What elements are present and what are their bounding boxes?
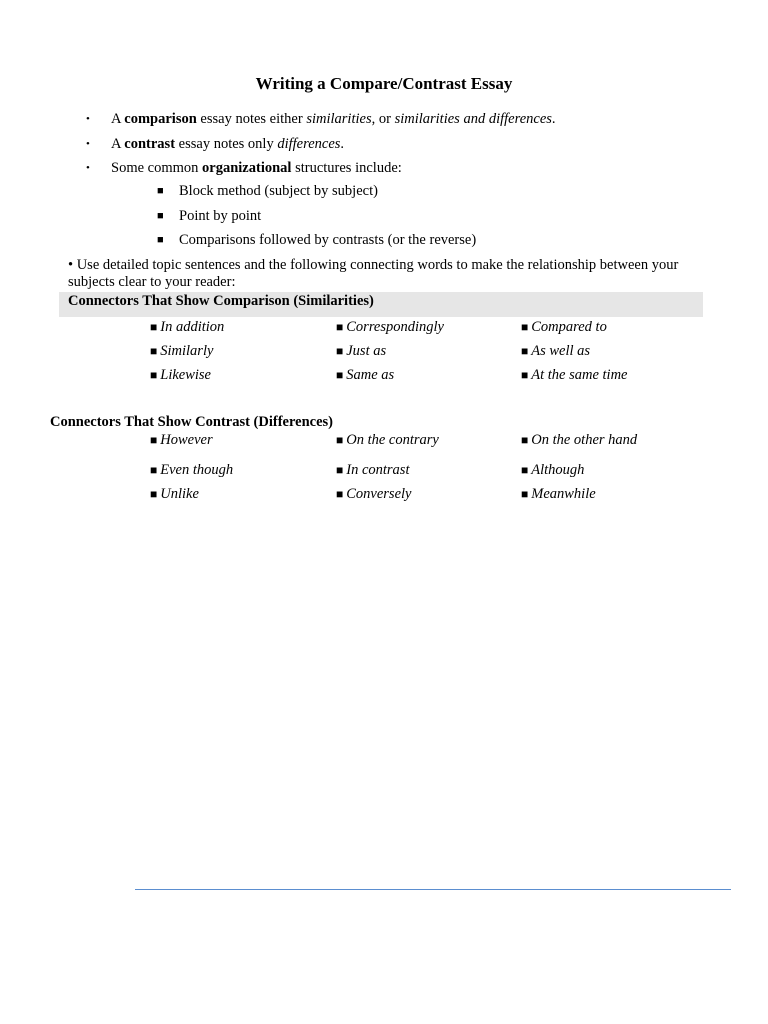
connector-item: ■ However — [150, 432, 213, 448]
connector-item: ■ Conversely — [336, 486, 412, 502]
essay-type-list — [86, 109, 556, 183]
connector-row — [150, 485, 710, 509]
square-bullet-icon: ■ — [521, 368, 529, 382]
footer-rule — [135, 889, 731, 890]
connector-row — [150, 366, 710, 390]
square-bullet-icon: ■ — [157, 234, 164, 246]
structure-label: Block method (subject by subject) — [179, 183, 378, 199]
square-bullet-icon: ■ — [150, 320, 158, 334]
connector-item: ■ Same as — [336, 367, 395, 383]
square-bullet-icon: ■ — [521, 433, 529, 447]
square-bullet-icon: ■ — [336, 463, 344, 477]
structure-label: Point by point — [179, 207, 262, 224]
instruction-paragraph: • Use detailed topic sentences and the following connecting words to make the relationship between your subjects clear to your reader: — [68, 257, 679, 290]
square-bullet-icon: ■ — [150, 433, 158, 447]
connector-row — [150, 342, 710, 366]
square-bullet-icon: ■ — [521, 463, 529, 477]
connector-item: ■ On the other hand — [521, 432, 638, 448]
text: Some common — [111, 160, 203, 176]
text: structures include: — [291, 160, 402, 176]
connector-item: ■ As well as — [521, 343, 591, 359]
connector-item: ■ Even though — [150, 462, 234, 478]
comparison-heading-band — [59, 292, 703, 317]
list-item — [86, 158, 556, 183]
bullet-icon: • — [86, 137, 90, 150]
list-item — [157, 181, 476, 206]
text: A — [111, 111, 125, 127]
term-comparison: comparison — [124, 111, 197, 127]
list-item — [86, 109, 556, 134]
square-bullet-icon: ■ — [157, 209, 164, 222]
text: A — [111, 135, 125, 152]
square-bullet-icon: ■ — [150, 344, 158, 358]
square-bullet-icon: ■ — [521, 344, 529, 358]
term-organizational: organizational — [202, 160, 292, 176]
structure-list — [157, 181, 476, 255]
square-bullet-icon: ■ — [521, 487, 529, 501]
connector-item: ■ Likewise — [150, 367, 211, 383]
connector-item: ■ Correspondingly — [336, 319, 444, 335]
connector-item: ■ Just as — [336, 343, 387, 359]
document-title: Writing a Compare/Contrast Essay — [255, 74, 513, 93]
connector-item: ■ Meanwhile — [521, 486, 596, 502]
square-bullet-icon: ■ — [336, 368, 344, 382]
text: essay notes either — [196, 111, 307, 127]
connector-item: ■ In contrast — [336, 462, 410, 478]
text: . — [340, 135, 345, 152]
square-bullet-icon: ■ — [336, 320, 344, 334]
connector-item: ■ On the contrary — [336, 432, 439, 448]
list-item — [157, 206, 476, 231]
connector-item: ■ Similarly — [150, 343, 214, 359]
square-bullet-icon: ■ — [150, 487, 158, 501]
bullet-icon: • — [86, 162, 90, 174]
square-bullet-icon: ■ — [157, 185, 164, 197]
emphasis: differences — [277, 135, 341, 152]
emphasis: similarities — [306, 111, 372, 127]
square-bullet-icon: ■ — [150, 463, 158, 477]
connector-row — [150, 431, 710, 461]
structure-label: Comparisons followed by contrasts (or the reverse) — [179, 232, 477, 248]
contrast-heading: Connectors That Show Contrast (Differences) — [50, 414, 333, 430]
bullet-icon: • — [86, 113, 90, 125]
connector-row — [150, 318, 710, 342]
square-bullet-icon: ■ — [521, 320, 529, 334]
list-item — [86, 134, 556, 159]
term-contrast: contrast — [124, 135, 176, 152]
connector-item: ■ Unlike — [150, 486, 199, 502]
square-bullet-icon: ■ — [336, 344, 344, 358]
square-bullet-icon: ■ — [336, 433, 344, 447]
connector-row — [150, 461, 710, 485]
text: . — [551, 111, 556, 127]
emphasis: similarities and differences — [394, 111, 552, 127]
connector-item: ■ Although — [521, 462, 585, 478]
square-bullet-icon: ■ — [150, 368, 158, 382]
list-item — [157, 230, 476, 255]
text: essay notes only — [175, 135, 278, 152]
square-bullet-icon: ■ — [336, 487, 344, 501]
comparison-connectors — [150, 318, 710, 390]
text: , or — [371, 111, 395, 127]
comparison-heading: Connectors That Show Comparison (Similarities) — [68, 293, 374, 309]
contrast-connectors — [150, 431, 710, 509]
connector-item: ■ In addition — [150, 319, 225, 335]
connector-item: ■ Compared to — [521, 319, 607, 335]
connector-item: ■ At the same time — [521, 367, 628, 383]
